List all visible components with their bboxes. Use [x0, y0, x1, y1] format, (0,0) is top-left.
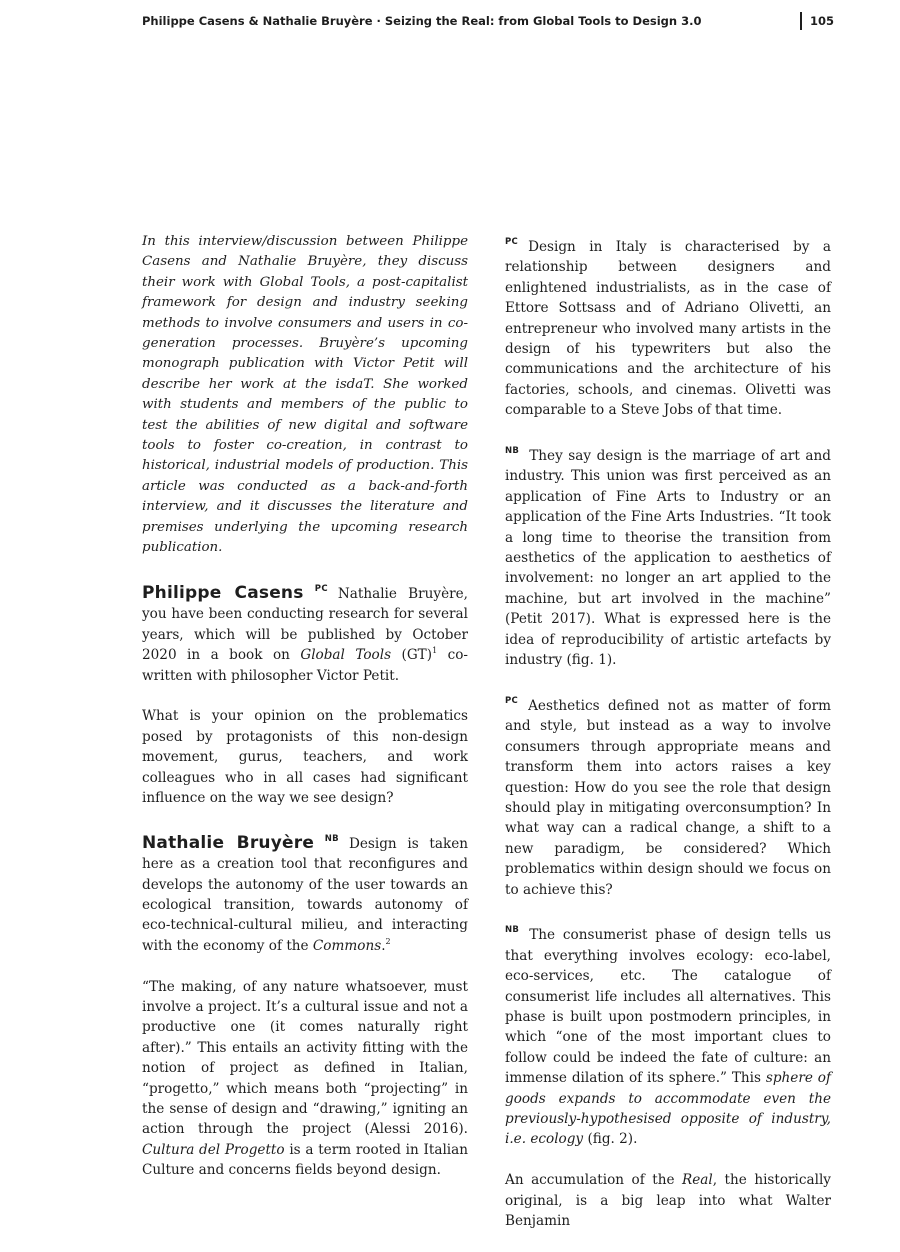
right-column	[505, 232, 831, 1252]
speaker-name: Nathalie Bruyère	[142, 832, 315, 853]
speaker-name: Philippe Casens	[142, 582, 304, 603]
paragraph-progetto: “The making, of any nature whatsoever, must involve a project. It’s a cultural issue and not a productive one (it comes naturally right after).” This entails an activity fitting with the notion of project as defined in Italian, “progetto,” which means both “projecting” in the sense of design and “drawing,” igniting an action through the project (Alessi 2016). Cultura del Progetto is a term rooted in Italian Culture and concerns fields beyond design.	[142, 978, 468, 1179]
speaker-tag: NB	[324, 833, 339, 844]
paragraph-nb-art-industry: $^{NB}$ They say design is the marriage of art and industry. This union was first perceived as an application of Fine Arts to Industry or an application of the Fine Arts Industries. “It took a long time to theorise the transition from aesthetics of the application to aesthetics of involvement: no longer an art applied to the machine, but art involved in the machine” (Petit 2017). What is expressed here is the idea of reproducibility of artistic artefacts by industry (fig. 1).	[505, 446, 831, 669]
paragraph-pc-aesthetics: $^{PC}$ Aesthetics defined not as matter of form and style, but instead as a way to involve consumers through appropriate means and transform them into actors raises a key question: How do you see the role that design should play in mitigating overconsumption? In what way can a radical change, a shift to a new paradigm, be considered? Which problematics within design should we focus on to achieve this?	[505, 695, 831, 898]
footnote-ref: 1	[432, 646, 438, 656]
paragraph-pc-italy: $^{PC}$ Design in Italy is characterised by a relationship between designers and enlightened industrialists, as in the case of Ettore Sottsass and of Adriano Olivetti, an entrepreneur who involved many artists in the design of his typewriters but also the communications and the architecture of his factories, schools, and cinemas. Olivetti was comparable to a Steve Jobs of that time.	[505, 237, 831, 419]
left-column	[142, 232, 468, 1201]
running-head	[142, 12, 835, 32]
page-number: 105	[810, 14, 835, 28]
speaker-tag: NB	[505, 925, 520, 936]
paragraph-bruyere-answer: Nathalie Bruyère $^{NB}$ Design is taken here as a creation tool that reconfigures and develops the autonomy of the user towards an ecological transition, towards autonomy of eco-technical-cultural milieu, and interacting with the economy of the Commons.$^2$	[142, 832, 468, 954]
paragraph-casens-question: Philippe Casens $^{PC}$ Nathalie Bruyère, you have been conducting research for several years, which will be published by October 2020 in a book on Global Tools (GT)$^1$ co-written with philosopher Victor Petit.	[142, 582, 469, 684]
running-title: Philippe Casens & Nathalie Bruyère · Seizing the Real: from Global Tools to Design 3.0	[142, 14, 702, 28]
intro-abstract: In this interview/discussion between Philippe Casens and Nathalie Bruyère, they discuss their work with Global Tools, a post-capitalist framework for design and industry seeking methods to involve consumers and users in co-generation processes. Bruyère’s upcoming monograph publication with Victor Petit will describe her work at the isdaT. She worked with students and members of the public to test the abilities of new digital and software tools to foster co-creation, in contrast to historical, industrial models of production. This article was conducted as a back-and-forth interview, and it discusses the literature and premises underlying the upcoming research publication.	[142, 234, 468, 556]
paragraph-question-continued: What is your opinion on the problematics posed by protagonists of this non-design movement, gurus, teachers, and work colleagues who in all cases had significant influence on the way we see design?	[142, 708, 468, 806]
speaker-tag: PC	[505, 237, 519, 247]
speaker-tag: PC	[505, 695, 519, 706]
speaker-tag: PC	[314, 583, 328, 594]
footnote-ref: 2	[385, 936, 391, 946]
paragraph-real: An accumulation of the Real, the historically original, is a big leap into what Walter Benjamin	[505, 1172, 831, 1230]
speaker-tag: NB	[505, 446, 520, 457]
header-divider	[800, 12, 802, 30]
paragraph-nb-consumerist: $^{NB}$ The consumerist phase of design tells us that everything involves ecology: eco-label, eco-services, etc. The catalogue of consumerist life includes all alternatives. This phase is built upon postmodern principles, in which “one of the most important clues to follow could be indeed the fate of culture: an immense dilation of its sphere.” This sphere of goods expands to accommodate even the previously-hypothesised opposite of industry, i.e. ecology (fig. 2).	[505, 925, 831, 1148]
